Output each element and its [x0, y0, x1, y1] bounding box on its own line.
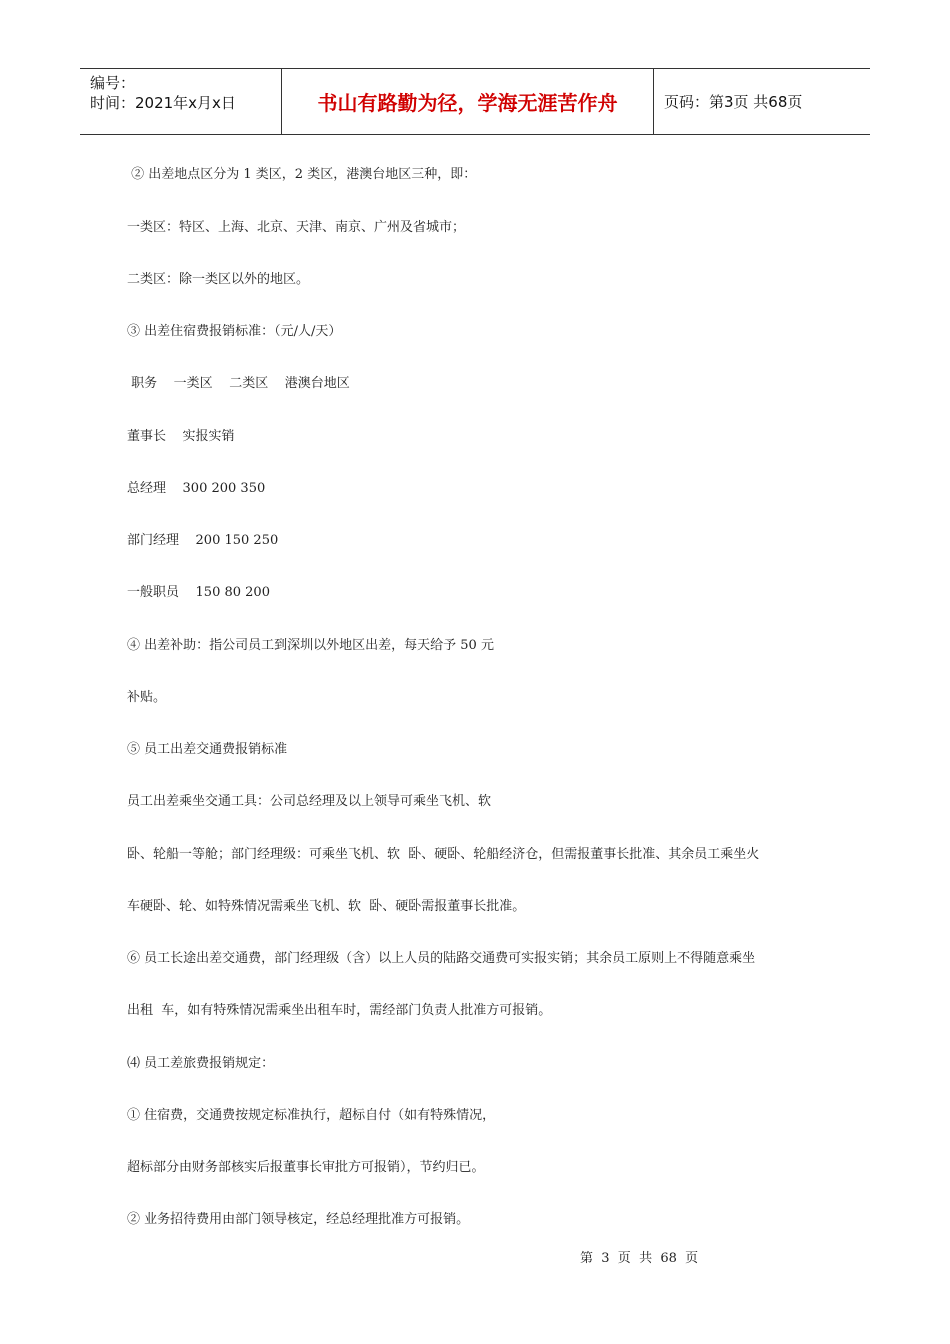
text-line: 车硬卧、轮、如特殊情况需乘坐飞机、软 卧、硬卧需报董事长批准。: [127, 899, 526, 914]
table-row-line: 总经理 300 200 350: [127, 481, 266, 496]
header-left-cell: [80, 69, 281, 134]
text-line: 二类区：除一类区以外的地区。: [127, 272, 310, 287]
text-line: ② 业务招待费用由部门领导核定，经总经理批准方可报销。: [127, 1212, 470, 1227]
text-line: 卧、轮船一等舱；部门经理级：可乘坐飞机、软 卧、硬卧、轮船经济仓，但需报董事长批准、其余员工乘坐火: [127, 847, 760, 862]
table-row-line: 部门经理 200 150 250: [127, 533, 279, 548]
text-line: ① 住宿费，交通费按规定标准执行，超标自付（如有特殊情况，: [127, 1108, 496, 1123]
text-line: ⑥ 员工长途出差交通费，部门经理级（含）以上人员的陆路交通费可实报实销；其余员工原则上不得随意乘坐: [127, 951, 756, 966]
header-motto-cell: [281, 69, 654, 134]
page-footer: 第 3 页 共 68 页: [580, 1251, 699, 1266]
table-row-line: 一般职员 150 80 200: [127, 585, 270, 600]
text-line: 一类区：特区、上海、北京、天津、南京、广州及省城市；: [127, 220, 466, 235]
text-line: ③ 出差住宿费报销标准：（元/人/天）: [127, 324, 342, 339]
text-line: 出租 车，如有特殊情况需乘坐出租车时，需经部门负责人批准方可报销。: [127, 1003, 552, 1018]
table-row-line: 董事长 实报实销: [127, 429, 235, 444]
text-line: 员工出差乘坐交通工具：公司总经理及以上领导可乘坐飞机、软: [127, 794, 492, 809]
text-line: ④ 出差补助：指公司员工到深圳以外地区出差，每天给予 50 元: [127, 638, 494, 653]
header-page-cell: [654, 69, 870, 134]
text-line: ② 出差地点区分为 1 类区，2 类区，港澳台地区三种，即：: [127, 167, 477, 182]
document-time-label: 时间：2021年x月x日: [90, 94, 236, 112]
header-motto: 书山有路勤为径，学海无涯苦作舟: [317, 91, 618, 115]
text-line: ⑷ 员工差旅费报销规定：: [127, 1056, 275, 1071]
header-page-number: 页码：第3页 共68页: [664, 93, 803, 111]
text-line: 超标部分由财务部核实后报董事长审批方可报销），节约归已。: [127, 1160, 485, 1175]
document-number-label: 编号：: [90, 74, 136, 92]
text-line: ⑤ 员工出差交通费报销标准: [127, 742, 288, 757]
table-header-line: 职务 一类区 二类区 港澳台地区: [127, 376, 350, 391]
text-line: 补贴。: [127, 690, 167, 705]
page-header: [80, 68, 870, 135]
